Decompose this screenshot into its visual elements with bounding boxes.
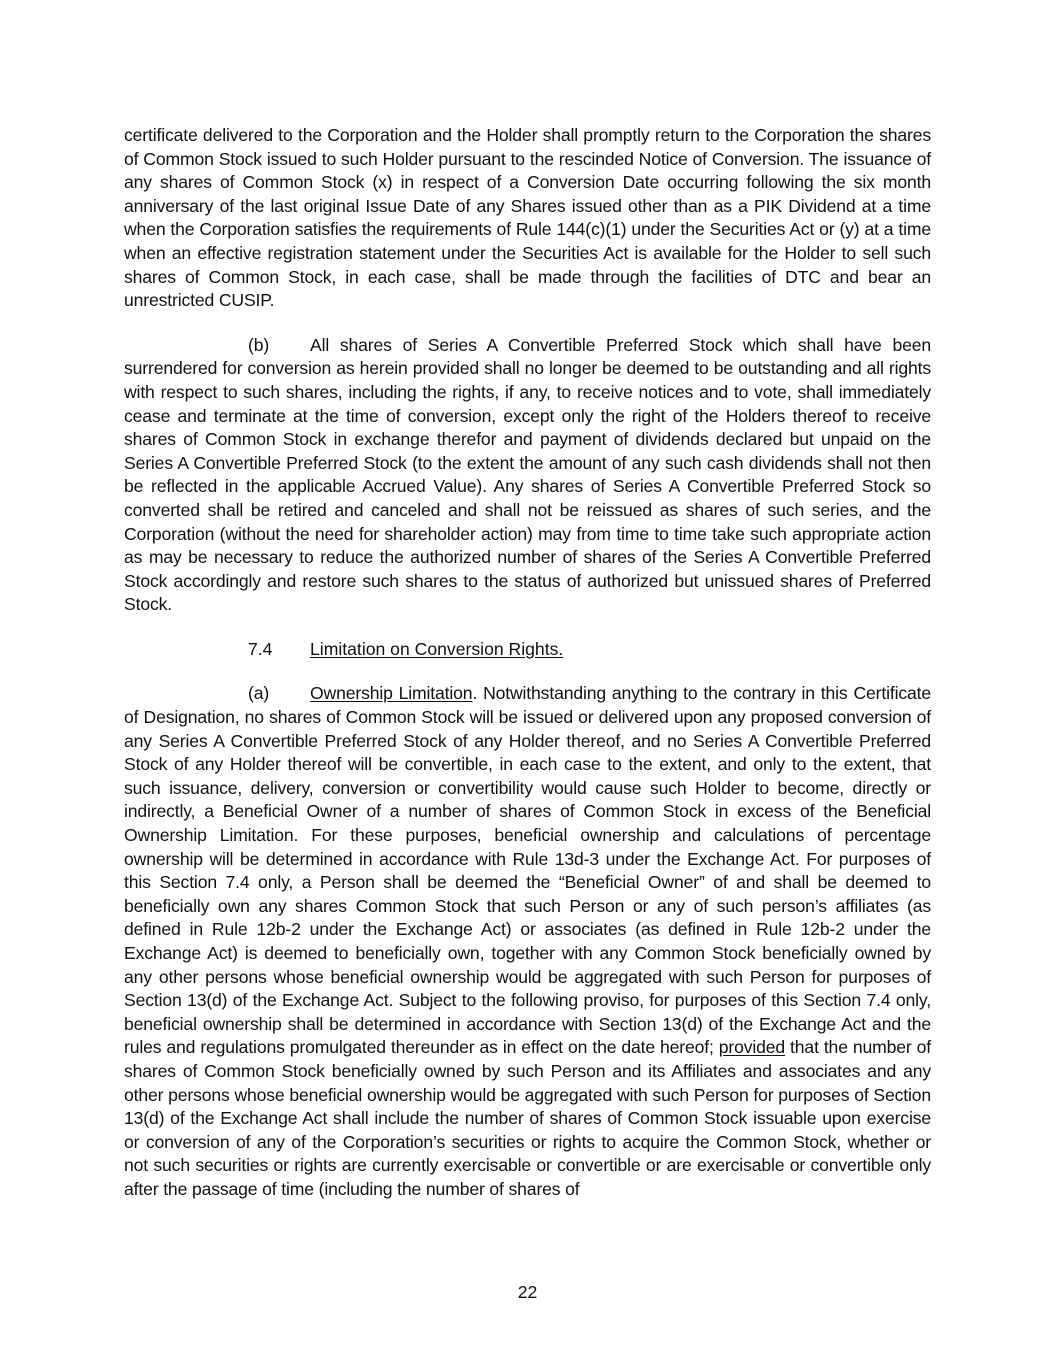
paragraph-a-text-2: that the number of shares of Common Stock beneficially owned by such Person and its Affiliates and associates and any other persons whose beneficial ownership would be aggregated with such Person for purposes of Section 13(d) of the Exchange Act shall include the number of shares of Common Stock issuable upon exercise or conversion of any of the Corporation’s securities or rights to acquire the Common Stock, whether or not such securities or rights are currently exercisable or convertible or are exercisable or convertible only after the passage of time (including the number of shares of [124, 1037, 931, 1199]
paragraph-a-title: Ownership Limitation [310, 683, 473, 704]
paragraph-b [124, 334, 931, 617]
paragraph-continued-text: certificate delivered to the Corporation and the Holder shall promptly return to the Corporation the shares of Common Stock issued to such Holder pursuant to the rescinded Notice of Conversion. The issuance of any shares of Common Stock (x) in respect of a Conversion Date occurring following the six month anniversary of the last original Issue Date of any Shares issued other than as a PIK Dividend at a time when the Corporation satisfies the requirements of Rule 144(c)(1) under the Securities Act or (y) at a time when an effective registration statement under the Securities Act is available for the Holder to sell such shares of Common Stock, in each case, shall be made through the facilities of DTC and bear an unrestricted CUSIP. [124, 125, 931, 311]
provided-term: provided [718, 1037, 786, 1058]
paragraph-b-label: (b) [248, 334, 270, 355]
section-title: Limitation on Conversion Rights. [310, 638, 564, 659]
page-number: 22 [517, 1282, 538, 1302]
section-number: 7.4 [248, 638, 273, 659]
document-body [124, 124, 931, 1202]
paragraph-continued [124, 124, 931, 313]
paragraph-a-label: (a) [248, 683, 270, 704]
paragraph-a [124, 682, 931, 1201]
section-heading [124, 638, 931, 662]
paragraph-b-text: All shares of Series A Convertible Preferred Stock which shall have been surrendered for conversion as herein provided shall no longer be deemed to be outstanding and all rights with respect to such shares, including the rights, if any, to receive notices and to vote, shall immediately cease and terminate at the time of conversion, except only the right of the Holders thereof to receive shares of Common Stock in exchange therefor and payment of dividends declared but unpaid on the Series A Convertible Preferred Stock (to the extent the amount of any such cash dividends shall not then be reflected in the applicable Accrued Value). Any shares of Series A Convertible Preferred Stock so converted shall be retired and canceled and shall not be reissued as shares of such series, and the Corporation (without the need for shareholder action) may from time to time take such appropriate action as may be necessary to reduce the authorized number of shares of the Series A Convertible Preferred Stock accordingly and restore such shares to the status of authorized but unissued shares of Preferred Stock. [124, 334, 931, 615]
paragraph-a-text-1: . Notwithstanding anything to the contrary in this Certificate of Designation, no shares of Common Stock will be issued or delivered upon any proposed conversion of any Series A Convertible Preferred Stock of any Holder thereof, and no Series A Convertible Preferred Stock of any Holder thereof will be convertible, in each case to the extent, and only to the extent, that such issuance, delivery, conversion or convertibility would cause such Holder to become, directly or indirectly, a Beneficial Owner of a number of shares of Common Stock in excess of the Beneficial Ownership Limitation. For these purposes, beneficial ownership and calculations of percentage ownership will be determined in accordance with Rule 13d-3 under the Exchange Act. For purposes of this Section 7.4 only, a Person shall be deemed the “Beneficial Owner” of and shall be deemed to beneficially own any shares Common Stock that such Person or any of such person’s affiliates (as defined in Rule 12b-2 under the Exchange Act) or associates (as defined in Rule 12b-2 under the Exchange Act) is deemed to beneficially own, together with any Common Stock beneficially owned by any other persons whose beneficial ownership would be aggregated with such Person for purposes of Section 13(d) of the Exchange Act. Subject to the following proviso, for purposes of this Section 7.4 only, beneficial ownership shall be determined in accordance with Section 13(d) of the Exchange Act and the rules and regulations promulgated thereunder as in effect on the date hereof; [124, 683, 931, 1058]
